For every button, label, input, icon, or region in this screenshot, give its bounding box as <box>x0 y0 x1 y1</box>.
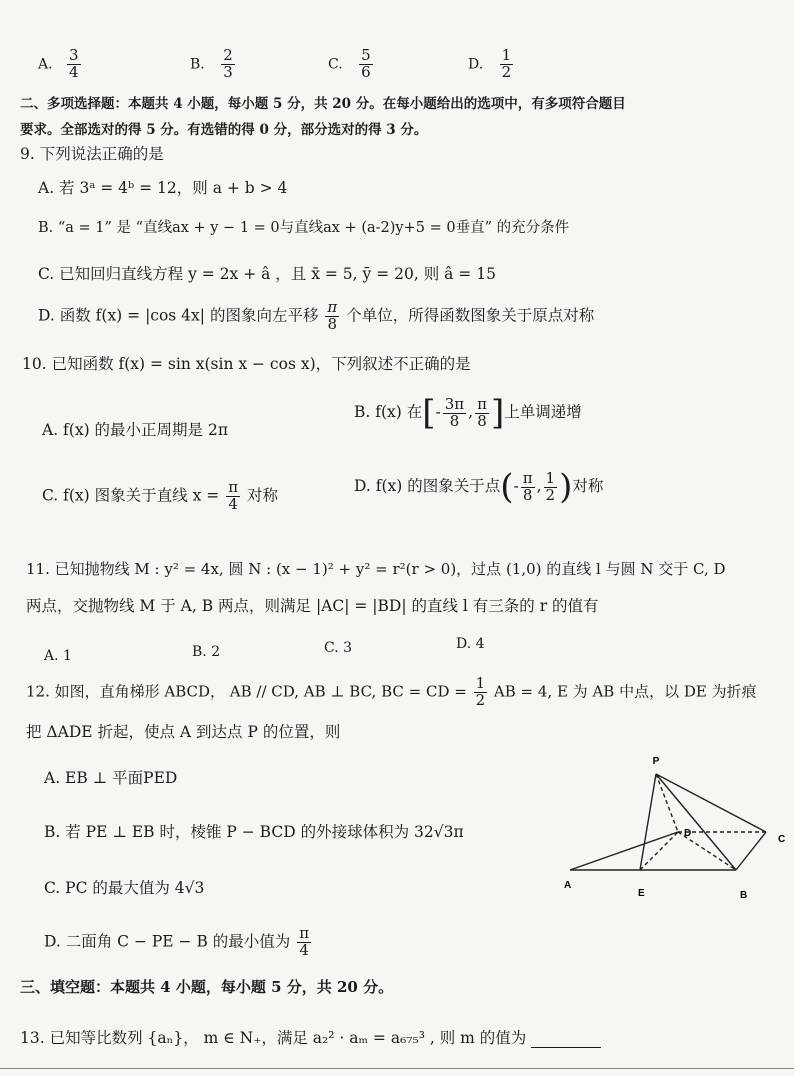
option-text: 对称 <box>246 486 278 505</box>
q10-option-a: A. f(x) 的最小正周期是 2π <box>42 421 229 439</box>
denominator: 4 <box>69 62 79 81</box>
fraction <box>443 394 466 430</box>
denominator: 2 <box>501 62 512 81</box>
numerator: 1 <box>545 468 556 487</box>
numerator: π <box>522 468 533 487</box>
fraction <box>475 394 489 430</box>
bracket: ( <box>500 467 514 507</box>
q12-stem-line1 <box>26 676 757 709</box>
option-label: B. <box>190 56 205 73</box>
page-edge <box>0 1068 794 1069</box>
q9-option-b: B. “a = 1” 是 “直线ax + y − 1 = 0与直线ax + (a-2)y+5 = 0垂直” 的充分条件 <box>38 220 570 236</box>
q10-stem: 10. 已知函数 f(x) = sin x(sin x − cos x)，下列叙述不正确的是 <box>22 355 471 373</box>
option-text: C. f(x) 图象关于直线 x = <box>42 486 220 505</box>
section-2-instructions: 要求。全部选对的得 5 分。有选错的得 0 分，部分选对的得 3 分。 <box>20 122 428 138</box>
q8-option-c <box>328 48 375 81</box>
q10-option-c <box>42 480 278 513</box>
q13-stem <box>20 1026 601 1048</box>
numerator: 1 <box>475 674 486 692</box>
q11-option-d: D. 4 <box>456 636 485 652</box>
numerator: π <box>299 924 310 942</box>
label-c: C <box>778 834 786 845</box>
denominator: 8 <box>449 411 460 430</box>
q11-option-a: A. 1 <box>44 648 72 664</box>
label-b: B <box>740 890 748 901</box>
q11-stem-line2: 两点，交抛物线 M 于 A, B 两点，则满足 |AC| = |BD| 的直线 l 有三条的 r 的值有 <box>26 597 599 615</box>
denominator: 4 <box>299 940 309 959</box>
option-label: A. <box>38 56 53 73</box>
bracket: ) <box>559 467 573 507</box>
q9-option-d <box>38 300 594 333</box>
fraction <box>521 468 535 504</box>
q11-option-c: C. 3 <box>324 640 353 656</box>
label-d: D <box>684 828 692 839</box>
fraction <box>67 48 81 81</box>
stem-text: AB = 4, E 为 AB 中点，以 DE 为折痕 <box>493 682 757 701</box>
fraction <box>544 468 558 504</box>
q9-option-c: C. 已知回归直线方程 y = 2x + â ，且 x̄ = 5, ȳ = 20, 则 â = 15 <box>38 265 496 283</box>
stem-text: 12. 如图，直角梯形 ABCD， AB // CD, AB ⊥ BC, BC = CD = <box>26 682 467 701</box>
q11-option-b: B. 2 <box>192 644 221 660</box>
fraction <box>474 676 488 709</box>
option-text: 对称 <box>572 477 604 495</box>
q9-option-a: A. 若 3ᵃ = 4ᵇ = 12，则 a + b > 4 <box>38 179 288 197</box>
fraction <box>500 48 514 81</box>
section-2-heading: 二、多项选择题：本题共 4 小题，每小题 5 分，共 20 分。在每小题给出的选项中，有多项符合题目 <box>20 96 626 112</box>
numerator: π <box>477 394 487 413</box>
folded-trapezoid-figure <box>556 754 794 904</box>
fraction <box>221 48 235 81</box>
section-3-heading: 三、填空题：本题共 4 小题，每小题 5 分，共 20 分。 <box>20 978 394 996</box>
numerator: 2 <box>223 46 233 64</box>
denominator: 8 <box>522 485 533 504</box>
stem-text: 13. 已知等比数列 {aₙ}， m ∈ N₊，满足 a₂² · aₘ = a₆₇₅³ , 则 m 的值为 <box>20 1029 527 1047</box>
q10-option-b: B. f(x) 在[- $\frac{3\pi}{8}$ , $\frac{\pi}{8}$ ]上单调递增 <box>354 393 582 433</box>
q12-option-b: B. 若 PE ⊥ EB 时，棱锥 P − BCD 的外接球体积为 32√3π <box>44 823 464 841</box>
fraction <box>359 48 373 81</box>
numerator: 5 <box>361 46 371 64</box>
q12-stem-line2: 把 ΔADE 折起，使点 A 到达点 P 的位置，则 <box>26 723 341 741</box>
numerator: 3π <box>444 394 465 413</box>
denominator: 2 <box>475 690 486 709</box>
option-text: 上单调递增 <box>504 403 582 421</box>
fraction <box>325 300 339 333</box>
option-label: C. <box>328 56 343 73</box>
denominator: 8 <box>477 411 487 430</box>
option-text: D. 函数 f(x) = |cos 4x| 的图象向左平移 <box>38 306 319 325</box>
fraction <box>226 480 240 513</box>
q12-option-c: C. PC 的最大值为 4√3 <box>44 879 205 897</box>
option-label: D. <box>468 56 484 73</box>
q8-option-d <box>468 48 515 81</box>
option-text: D. f(x) 的图象关于点 <box>354 477 501 495</box>
q10-option-d: D. f(x) 的图象关于点(- $\frac{\pi}{8}$ , $\frac{1}{2}$ )对称 <box>354 467 604 507</box>
option-text: D. 二面角 C − PE − B 的最小值为 <box>44 932 291 951</box>
denominator: 8 <box>327 314 338 333</box>
answer-blank[interactable] <box>531 1033 601 1048</box>
label-p: P <box>652 756 660 767</box>
bracket: [ <box>422 393 436 433</box>
fraction <box>297 926 311 959</box>
label-a: A <box>564 880 572 891</box>
denominator: 2 <box>545 485 556 504</box>
bracket: ] <box>490 393 505 433</box>
numerator: π <box>228 478 239 496</box>
option-text: B. f(x) 在 <box>354 403 423 421</box>
option-text: 个单位，所得函数图象关于原点对称 <box>346 306 595 325</box>
q12-option-a: A. EB ⊥ 平面PED <box>44 769 178 787</box>
denominator: 3 <box>223 62 233 81</box>
q12-option-d <box>44 926 313 959</box>
numerator: 1 <box>501 46 512 64</box>
label-e: E <box>638 888 645 899</box>
q11-stem-line1: 11. 已知抛物线 M : y² = 4x, 圆 N : (x − 1)² + y² = r²(r > 0)，过点 (1,0) 的直线 l 与圆 N 交于 C, D <box>26 560 726 578</box>
numerator: π <box>327 298 338 316</box>
numerator: 3 <box>69 46 79 64</box>
q8-option-a <box>38 48 83 81</box>
q9-stem: 9. 下列说法正确的是 <box>20 145 164 163</box>
denominator: 4 <box>228 494 238 513</box>
q8-option-b <box>190 48 237 81</box>
denominator: 6 <box>361 62 371 81</box>
